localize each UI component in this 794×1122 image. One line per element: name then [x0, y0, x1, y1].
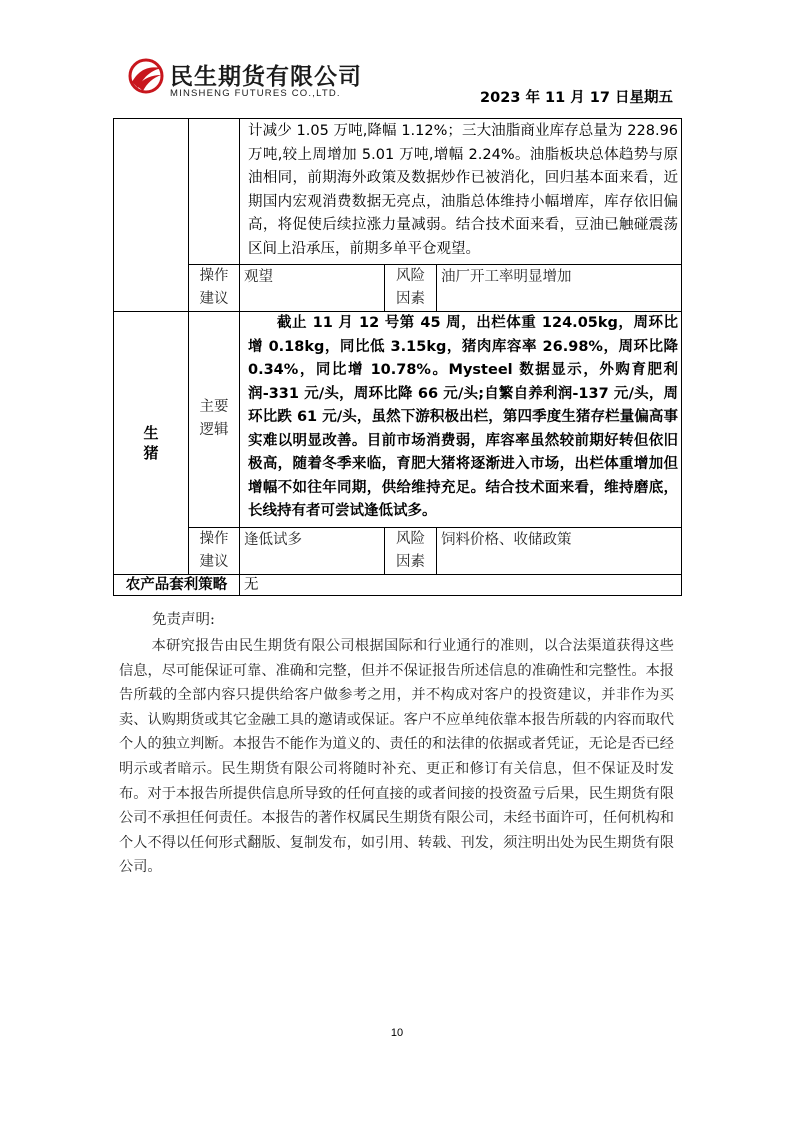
risk-value: 油厂开工率明显增加 — [437, 265, 682, 312]
oil-logic-text: 计减少 1.05 万吨,降幅 1.12%；三大油脂商业库存总量为 228.96 万吨,较上周增加 5.01 万吨,增幅 2.24%。油脂板块总体趋势与原油相同，前期海外政策及数据炒作已被消化，回归基本面来看，近期国内宏观消费数据无亮点，油脂总体维持小幅增库，库存依旧偏高，将促使后续拉涨力量减弱。结合技术面来看，豆油已触碰震荡区间上沿承压，前期多单平仓观望。 — [240, 119, 682, 265]
company-name-cn: 民生期货有限公司 — [170, 64, 362, 90]
op-value: 逢低试多 — [240, 527, 385, 574]
company-name-en: MINSHENG FUTURES CO.,LTD. — [170, 88, 341, 99]
table-row — [114, 265, 682, 312]
arbitrage-label: 农产品套利策略 — [114, 574, 240, 595]
risk-label: 风险因素 — [385, 527, 437, 574]
category-hog: 生猪 — [114, 312, 189, 575]
disclaimer-body: 本研究报告由民生期货有限公司根据国际和行业通行的准则，以合法渠道获得这些信息，尽可能保证可靠、准确和完整，但并不保证报告所述信息的准确性和完整性。本报告所载的全部内容只提供给客户做参考之用，并不构成对客户的投资建议，并非作为买卖、认购期货或其它金融工具的邀请或保证。客户不应单纯依靠本报告所载的内容而取代个人的独立判断。本报告不能作为道义的、责任的和法律的依据或者凭证，无论是否已经明示或者暗示。民生期货有限公司将随时补充、更正和修订有关信息，但不保证及时发布。对于本报告所提供信息所导致的任何直接的或者间接的投资盈亏后果，民生期货有限公司不承担任何责任。本报告的著作权属民生期货有限公司，未经书面许可，任何机构和个人不得以任何形式翻版、复制发布，如引用、转载、刊发，须注明出处为民生期货有限公司。 — [119, 638, 674, 876]
company-logo — [128, 58, 368, 102]
table-row — [114, 527, 682, 574]
table-row — [114, 119, 682, 265]
hog-logic-text: 截止 11 月 12 号第 45 周，出栏体重 124.05kg，周环比增 0.18kg，同比低 3.15kg，猪肉库容率 26.98%，周环比降 0.34%，同比增 10.78%。Mysteel 数据显示，外购育肥利润-331 元/头，周环比降 66 元/头;自繁自养利润-137 元/头，周环比跌 61 元/头，虽然下游积极出栏，第四季度生猪存栏量偏高事实难以明显改善。目前市场消费弱，库容率虽然较前期好转但依旧极高，随着冬季来临，育肥大猪将逐渐进入市场，出栏体重增加但增幅不如往年同期，供给维持充足。结合技术面来看，维持磨底，长线持有者可尝试逢低试多。 — [240, 312, 682, 528]
minsheng-logo-icon — [128, 58, 164, 94]
logic-label: 主要逻辑 — [189, 312, 240, 528]
table-row — [114, 574, 682, 595]
report-date: 2023 年 11 月 17 日星期五 — [480, 90, 673, 106]
arbitrage-value: 无 — [240, 574, 682, 595]
op-label: 操作建议 — [189, 265, 240, 312]
category-cell-empty — [114, 119, 189, 312]
risk-value: 饲料价格、收储政策 — [437, 527, 682, 574]
page-number: 10 — [390, 1027, 404, 1039]
op-value: 观望 — [240, 265, 385, 312]
table-row — [114, 312, 682, 528]
strategy-table — [113, 118, 681, 596]
risk-label: 风险因素 — [385, 265, 437, 312]
sub-label-cell-empty — [189, 119, 240, 265]
op-label: 操作建议 — [189, 527, 240, 574]
disclaimer-title: 免责声明: — [152, 612, 215, 628]
